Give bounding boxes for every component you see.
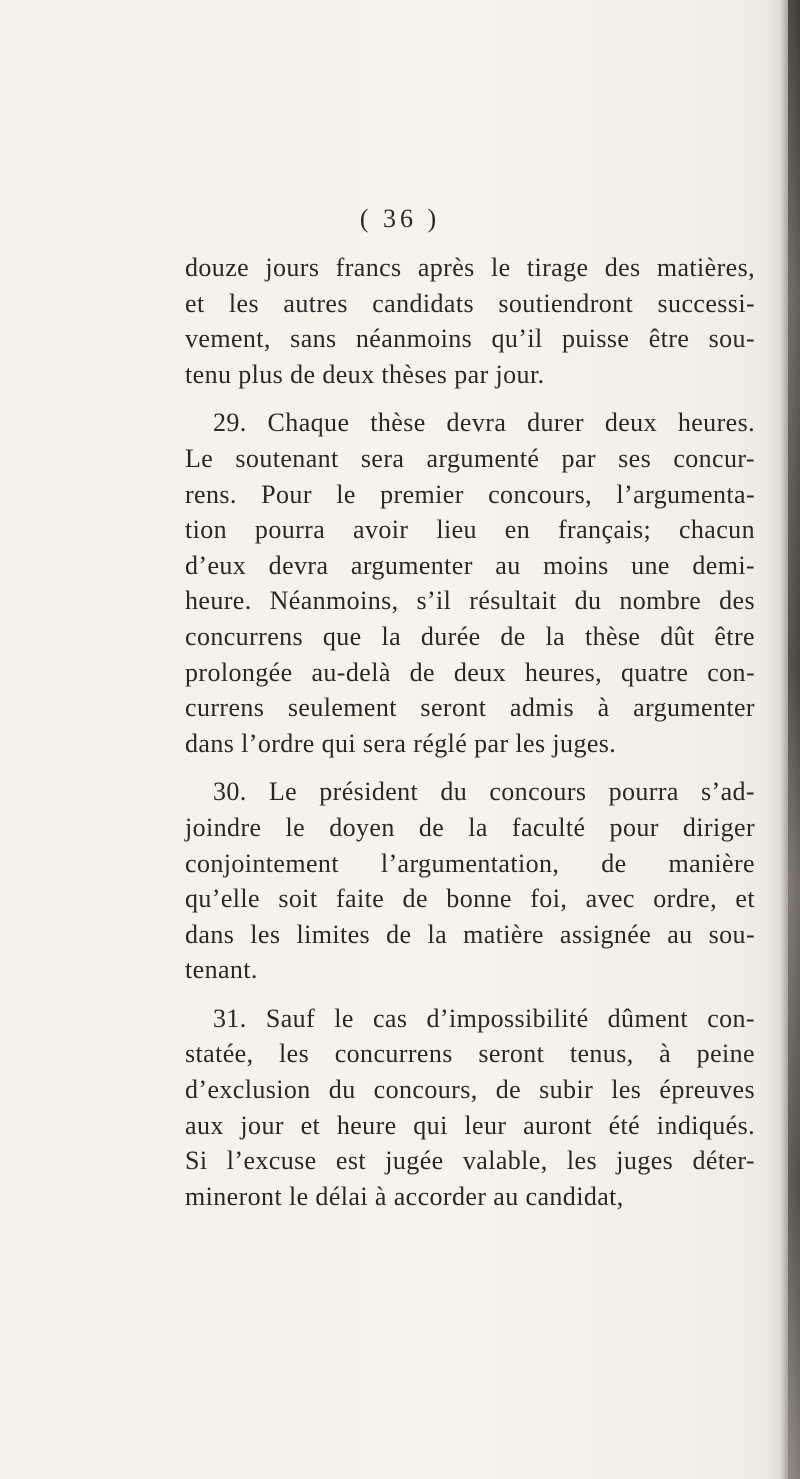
text-line: aux jour et heure qui leur auront été indiqués. [185,1110,755,1140]
text-line: tion pourra avoir lieu en français; chacun [185,515,755,545]
text-line: dans les limites de la matière assignée au sou- [185,919,755,949]
text-line: dans l’ordre qui sera réglé par les juges. [185,728,617,758]
body-text [185,250,755,1214]
paragraph-article-30 [185,774,755,988]
text-line: et les autres candidats soutiendront successi- [185,288,755,318]
text-line: rens. Pour le premier concours, l’argumenta- [185,479,755,509]
text-line: currens seulement seront admis à argumenter [185,693,755,723]
text-line: statée, les concurrens seront tenus, à peine [185,1039,755,1069]
text-line: 31. Sauf le cas d’impossibilité dûment con- [213,1003,755,1033]
text-line: heure. Néanmoins, s’il résultait du nombre des [185,586,755,616]
text-line: Si l’excuse est jugée valable, les juges déter- [185,1146,755,1176]
text-line: qu’elle soit faite de bonne foi, avec ordre, et [185,884,755,914]
text-line: d’eux devra argumenter au moins une demi- [185,550,755,580]
text-line: conjointement l’argumentation, de manière [185,848,755,878]
text-line: mineront le délai à accorder au candidat, [185,1181,624,1211]
text-line: 29. Chaque thèse devra durer deux heures. [213,408,755,438]
text-line: 30. Le président du concours pourra s’ad- [213,777,755,807]
text-line: tenant. [185,955,258,985]
text-line: vement, sans néanmoins qu’il puisse être sou- [185,324,755,354]
text-line: Le soutenant sera argumenté par ses concur- [185,443,755,473]
text-line: concurrens que la durée de la thèse dût être [185,621,755,651]
text-line: tenu plus de deux thèses par jour. [185,359,545,389]
paragraph-article-29 [185,405,755,761]
page-number: ( 36 ) [359,204,441,233]
paragraph-continuation [185,250,755,392]
text-line: douze jours francs après le tirage des matières, [185,253,755,282]
text-line: d’exclusion du concours, de subir les épreuves [185,1075,755,1105]
paragraph-article-31 [185,1001,755,1215]
text-line: prolongée au-delà de deux heures, quatre con- [185,657,755,687]
text-line: joindre le doyen de la faculté pour diriger [185,812,755,842]
